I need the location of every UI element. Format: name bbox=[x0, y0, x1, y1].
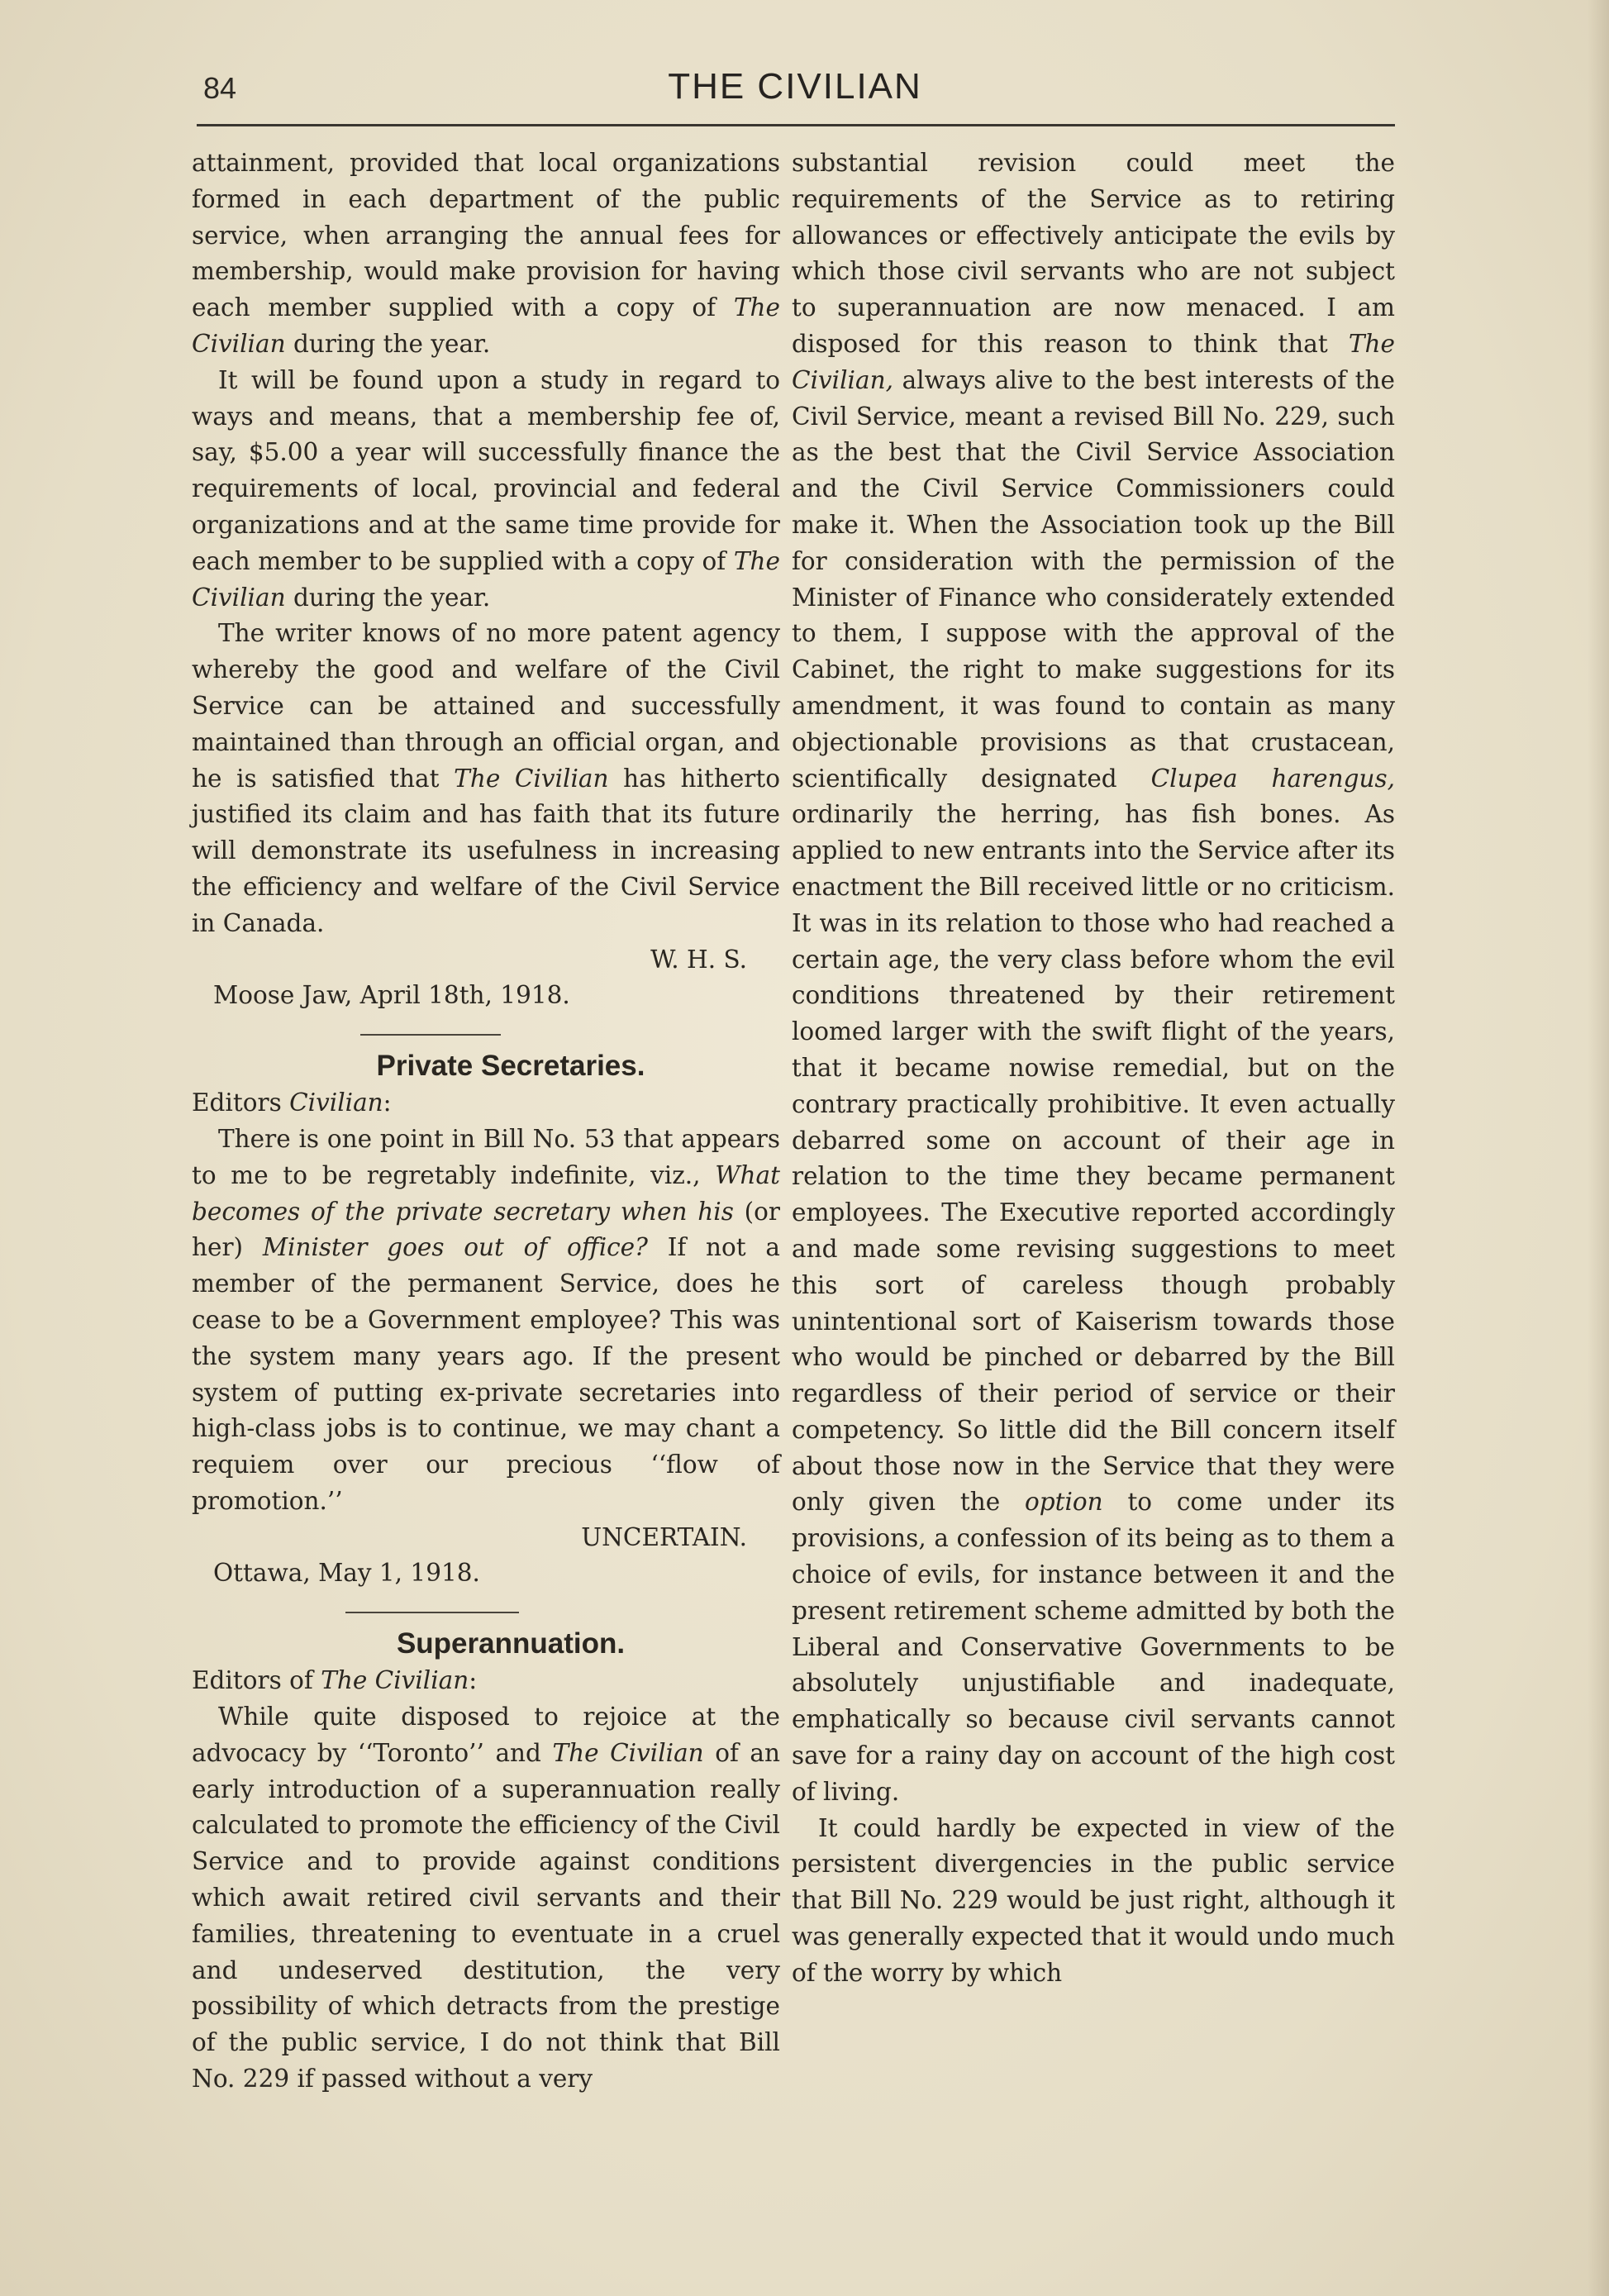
page-number: 84 bbox=[203, 71, 237, 105]
heading-superannuation: Superannuation. bbox=[396, 1627, 626, 1660]
salutation-private-secretaries: Editors Civilian: bbox=[192, 1088, 392, 1117]
left-paragraph-1: attainment, provided that local organizations formed in each department of the public service, when arranging the annual fees for membership, would make provision for having each member supplied with a copy of The Civilian during the year. bbox=[192, 149, 780, 358]
dateline-moose-jaw: Moose Jaw, April 18th, 1918. bbox=[213, 981, 570, 1010]
right-column bbox=[792, 145, 1395, 1992]
salutation-superannuation: Editors of The Civilian: bbox=[192, 1666, 478, 1695]
header-rule bbox=[197, 124, 1395, 126]
right-paragraph-1: substantial revision could meet the requirements of the Service as to retiring allowances or effectively anticipate the evils by which those civil servants who are not subject to superannuation are now menaced. I am disposed for this reason to think that The Civilian, always alive to the best interests of the Civil Service, meant a revised Bill No. 229, such as the best that the Civil Service Association and the Civil Service Commissioners could make it. When the Association took up the Bill for consideration with the permission of the Minister of Finance who considerately extended to them, I suppose with the approval of the Cabinet, the right to make suggestions for its amendment, it was found to contain as many objectionable provisions as that crustacean, scientifically designated Clupea harengus, ordinarily the herring, has fish bones. As applied to new entrants into the Service after its enactment the Bill received little or no criticism. It was in its relation to those who had reached a certain age, the very class before whom the evil conditions threatened by their retirement loomed larger with the swift flight of the years, that it became nowise remedial, but on the contrary practically prohibitive. It even actually debarred some on account of their age in relation to the time they became permanent employees. The Executive reported accordingly and made some revising suggestions to meet this sort of careless though probably unintentional sort of Kaiserism towards those who would be pinched or debarred by the Bill regardless of their period of service or their competency. So little did the Bill concern itself about those now in the Service that they were only given the option to come under its provisions, a confession of its being as to them a choice of evils, for instance between it and the present retirement scheme admitted by both the Liberal and Conservative Governments to be absolutely unjustifiable and inadequate, emphatically so because civil servants cannot save for a rainy day on account of the high cost of living. bbox=[792, 149, 1395, 1806]
right-paragraph-2: It could hardly be expected in view of the persistent divergencies in the public service that Bill No. 229 would be just right, although it was generally expected that it would undo much of the worry by which bbox=[792, 1813, 1395, 1987]
left-column bbox=[192, 145, 780, 2098]
left-paragraph-3: The writer knows of no more patent agency whereby the good and welfare of the Civil Service can be attained and successfully maintained than through an official organ, and he is satisfied that The Civilian has hitherto justified its claim and has faith that its future will demonstrate its usefulness in increasing the efficiency and welfare of the Civil Service in Canada. bbox=[192, 619, 781, 937]
page-edge-shadow bbox=[1588, 0, 1609, 2296]
left-paragraph-2: It will be found upon a study in regard to ways and means, that a membership fee of, say, $5.00 a year will successfully finance the requirements of local, provincial and federal organizations and at the same time provide for each member to be supplied with a copy of The Civilian during the year. bbox=[192, 365, 780, 612]
section-divider bbox=[345, 1612, 519, 1613]
journal-title: THE CIVILIAN bbox=[668, 66, 922, 107]
section-divider bbox=[360, 1034, 501, 1036]
heading-private-secretaries: Private Secretaries. bbox=[376, 1050, 645, 1083]
signature-whs: W. H. S. bbox=[650, 945, 747, 974]
letter-superannuation-start: While quite disposed to rejoice at the advocacy by ‘‘Toronto’’ and The Civilian of an early introduction of a superannuation really calculated to promote the efficiency of the Civil Service and to provide against conditions which await retired civil servants and their families, threatening to eventuate in a cruel and undeserved destitution, the very possibility of which detracts from the prestige of the public service, I do not think that Bill No. 229 if passed without a very bbox=[192, 1703, 781, 2094]
letter-private-secretaries: There is one point in Bill No. 53 that appears to me to be regretably indefinite, viz., What becomes of the private secretary when his (or her) Minister goes out of office? If not a member of the permanent Service, does he cease to be a Government employee? This was the system many years ago. If the present system of putting ex-private secretaries into high-class jobs is to continue, we may chant a requiem over our precious ‘‘flow of promotion.’’ bbox=[192, 1124, 781, 1515]
page-header bbox=[192, 64, 1398, 114]
dateline-ottawa: Ottawa, May 1, 1918. bbox=[213, 1559, 480, 1588]
signature-uncertain: UNCERTAIN. bbox=[581, 1522, 747, 1551]
